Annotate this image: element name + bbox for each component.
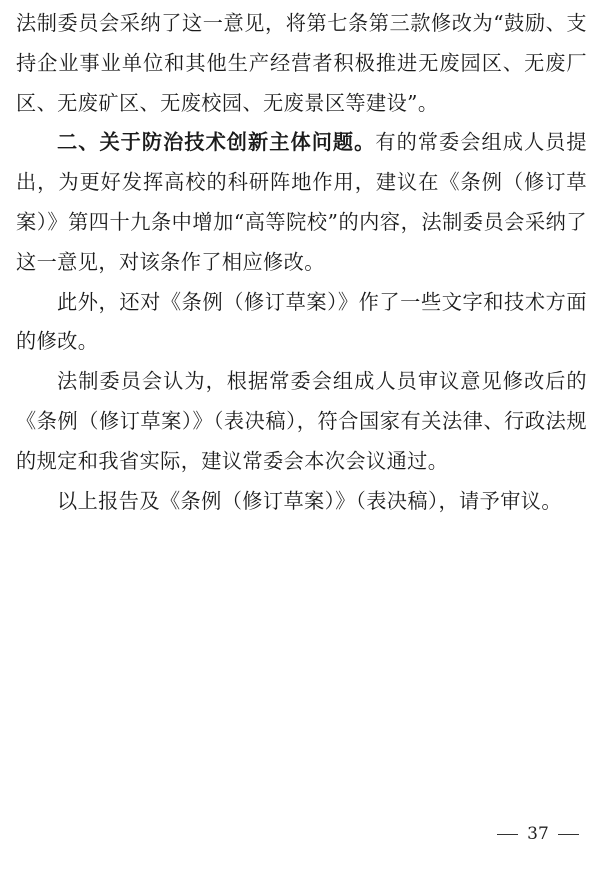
document-body [16, 0, 587, 521]
paragraph-other-changes [16, 283, 587, 363]
footer-dash-right [558, 834, 579, 835]
paragraph-text: 法制委员会认为，根据常委会组成人员审议意见修改后的《条例（修订草案）》（表决稿），符合国家有关法律、行政法规的规定和我省实际，建议常委会本次会议通过。 [16, 369, 587, 473]
section-heading-inline: 二、关于防治技术创新主体问题。 [57, 130, 376, 155]
paragraph-text: 有的常委会组成人员提出，为更好发挥高校的科研阵地作用，建议在《条例（修订草案）》第四十九条中增加“高等院校”的内容，法制委员会采纳了这一意见，对该条作了相应修改。 [16, 130, 587, 274]
page-footer [488, 822, 588, 846]
paragraph-text: 以上报告及《条例（修订草案）》（表决稿），请予审议。 [57, 488, 562, 513]
paragraph-section-two [16, 123, 587, 282]
paragraph-text: 法制委员会采纳了这一意见，将第七条第三款修改为“鼓励、支持企业事业单位和其他生产经营者积极推进无废园区、无废厂区、无废矿区、无废校园、无废景区等建设”。 [16, 11, 587, 115]
paragraph-text: 此外，还对《条例（修订草案）》作了一些文字和技术方面的修改。 [16, 289, 587, 354]
paragraph-committee-opinion [16, 362, 587, 481]
paragraph-closing [16, 482, 587, 522]
paragraph-continued [16, 0, 587, 123]
footer-dash-left [497, 834, 518, 835]
page-number: 37 [527, 824, 549, 844]
